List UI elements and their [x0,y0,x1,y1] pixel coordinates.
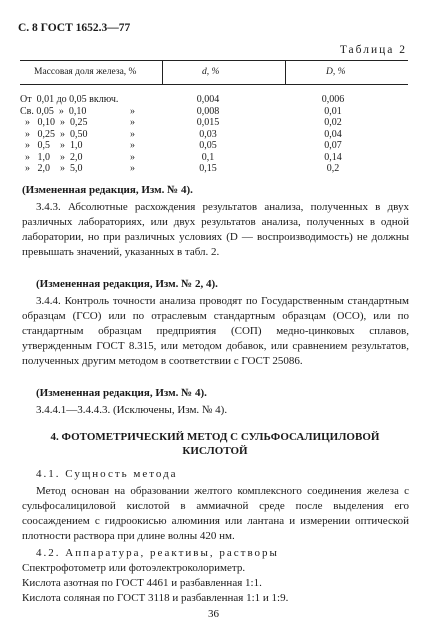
D-cell: 0,02 [324,117,342,128]
table-row [20,152,408,164]
d-cell: 0,1 [201,151,215,163]
D-cell: 0,006 [321,94,345,105]
table-row [20,106,408,118]
d-cell: 0,15 [199,163,217,174]
ditto-mark: » [130,105,135,117]
D-cell: 0,2 [326,163,340,174]
D-cell: 0,14 [324,151,342,163]
range-cell: » 0,25 » 0,50 [20,128,88,140]
ditto-mark: » [130,163,135,174]
range-cell: » 0,5 » 1,0 [20,140,83,151]
table-column-divider [162,60,163,84]
table-top-rule [20,60,408,61]
D-cell: 0,07 [324,140,342,151]
column-header-iron: Массовая доля железа, % [34,67,137,77]
ditto-mark: » [130,140,135,151]
reagent-item: Кислота соляная по ГОСТ 3118 и разбавленная 1:1 и 1:9. [22,592,289,604]
range-cell: » 0,10 » 0,25 [20,117,88,128]
table-label: Таблица 2 [339,44,407,56]
range-cell: Св. 0,05 » 0,10 [20,105,87,117]
ditto-mark: » [130,117,135,128]
table-row [20,117,408,129]
amendment-note: (Измененная редакция, Изм. № 2, 4). [36,278,218,290]
paragraph-4-1: Метод основан на образовании желтого комплексного соединения железа с сульфосалициловой кислотой в аммиачной среде после выделения его соосаждением с гидроокисью алюминия или лантана и измерении оптической плотности раствора при длине волны 420 нм. [22,485,409,542]
range-cell: От 0,01 до 0,05 включ. [20,94,119,105]
amendment-note: (Измененная редакция, Изм. № 4). [36,387,207,399]
table-row [20,129,408,141]
reagent-item: Кислота азотная по ГОСТ 4461 и разбавленная 1:1. [22,577,262,589]
range-cell: » 1,0 » 2,0 [20,151,83,163]
ditto-mark: » [130,151,135,163]
page-header: С. 8 ГОСТ 1652.3—77 [18,22,131,34]
d-cell: 0,008 [196,105,220,117]
D-cell: 0,01 [324,105,342,117]
subsection-4-2-title: 4.2. Аппаратура, реактивы, растворы [36,547,279,559]
table-row [20,163,408,175]
paragraph-3-4-4: 3.4.4. Контроль точности анализа проводят по Государственным стандартным образцам (ГСО) или по отраслевым стандартным образцам (ОСО), или по стандартным образцам предприятия (СОП) медно-цинковых сплавов, утвержденным ГОСТ 8.315, или методом добавок, или сравнением результатов, полученных другим методом в соответствии с ГОСТ 25086. [22,295,409,367]
range-cell: » 2,0 » 5,0 [20,163,83,174]
table-header-rule [20,84,408,85]
ditto-mark: » [130,128,135,140]
equipment-item: Спектрофотометр или фотоэлектроколориметр. [22,562,246,574]
section-4-heading: 4. ФОТОМЕТРИЧЕСКИЙ МЕТОД С СУЛЬФОСАЛИЦИЛОВОЙ КИСЛОТОЙ [50,431,380,457]
D-cell: 0,04 [324,128,342,140]
column-header-D: D, % [326,67,346,77]
table-row [20,140,408,152]
d-cell: 0,05 [199,140,217,151]
column-header-d: d, % [202,67,220,77]
table-row [20,94,408,106]
page-number: 36 [208,608,219,620]
paragraph-3-4-3: 3.4.3. Абсолютные расхождения результатов анализа, полученных в двух различных лабораториях, или двух результатов анализа, полученных в одной лаборатории, но при различных условиях (D — воспроизводимость) не должны превышать значений, указанных в табл. 2. [22,201,409,258]
amendment-note: (Измененная редакция, Изм. № 4). [22,184,193,196]
subsection-4-1-title: 4.1. Сущность метода [36,468,178,480]
d-cell: 0,03 [199,128,217,140]
table-column-divider [285,60,286,84]
d-cell: 0,015 [196,117,220,128]
d-cell: 0,004 [196,94,220,105]
excluded-note: 3.4.4.1—3.4.4.3. (Исключены, Изм. № 4). [36,404,228,416]
